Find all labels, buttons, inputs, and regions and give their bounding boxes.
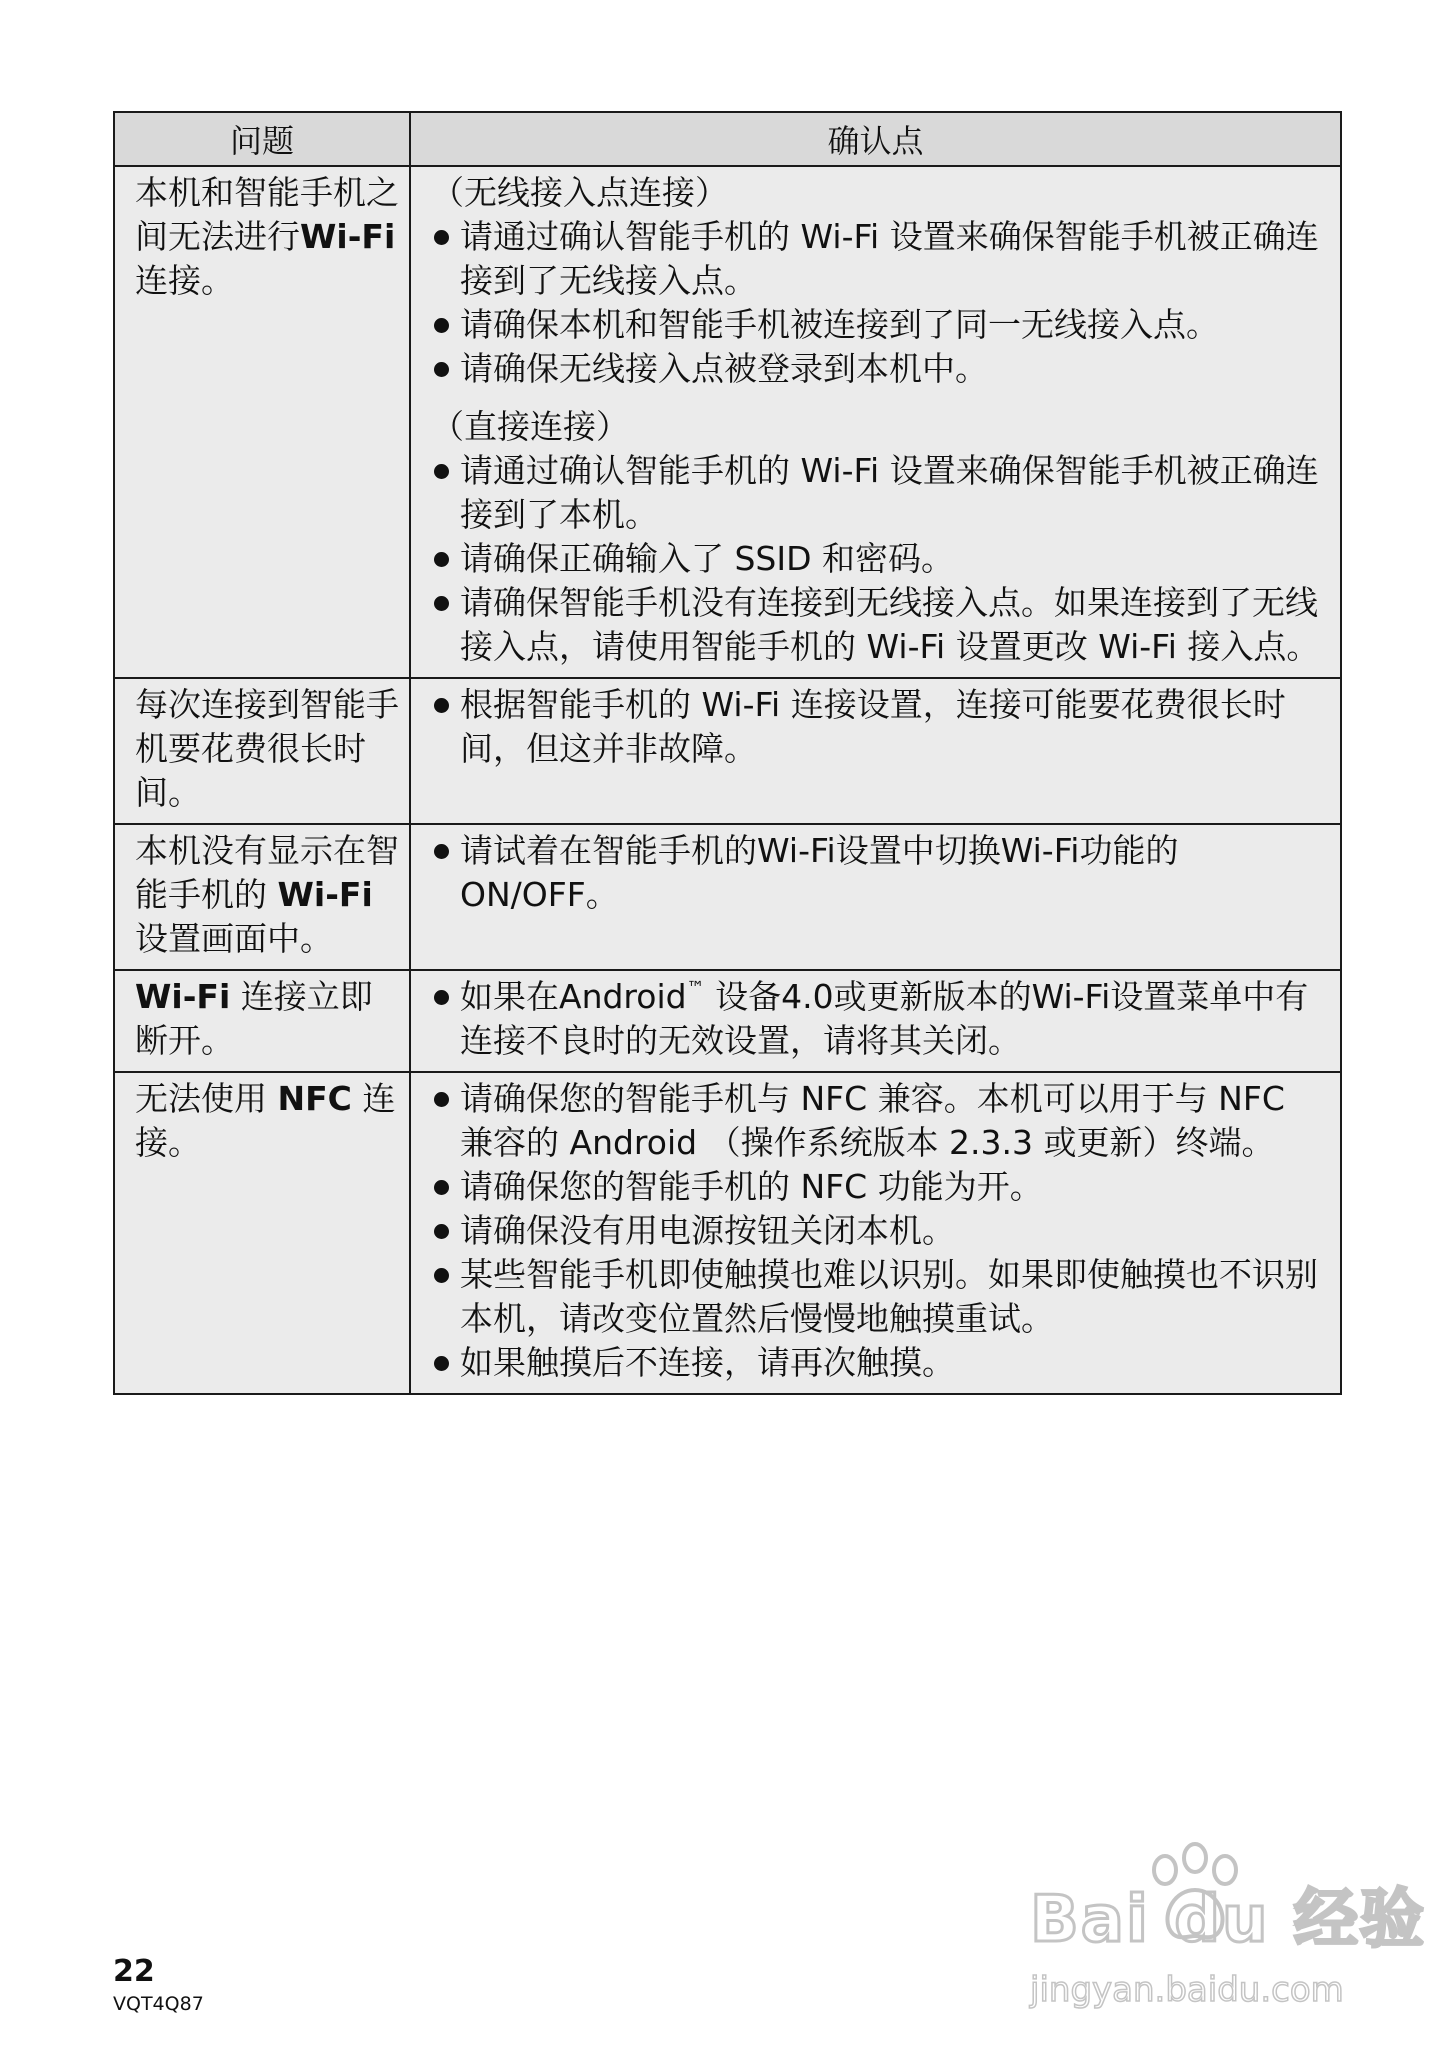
problem-cell xyxy=(114,1072,410,1394)
bold-term: NFC xyxy=(277,1079,352,1118)
watermark-logo-text: Bai du 经验 xyxy=(1030,1883,1426,1957)
table-row xyxy=(114,970,1341,1072)
text-run: 连接。 xyxy=(135,1079,396,1162)
bullet-list xyxy=(431,683,1326,771)
table-row xyxy=(114,1072,1341,1394)
text-run: 请试着在智能手机的Wi-Fi设置中切换Wi-Fi功能的ON/OFF。 xyxy=(460,831,1179,914)
document-code: VQT4Q87 xyxy=(113,1993,204,2015)
check-points-cell xyxy=(410,1072,1341,1394)
text-run: 连接。 xyxy=(135,261,234,300)
bullet-list xyxy=(431,829,1326,917)
check-group xyxy=(431,171,1326,391)
header-check-points: 确认点 xyxy=(410,112,1341,166)
bullet-item xyxy=(431,581,1326,669)
text-run: 请确保您的智能手机的 NFC 功能为开。 xyxy=(460,1167,1043,1206)
bullet-item xyxy=(431,1165,1326,1209)
bullet-item xyxy=(431,683,1326,771)
bullet-list xyxy=(431,449,1326,669)
watermark-url: jingyan.baidu.com xyxy=(1030,1970,1344,2010)
text-run: 每次连接到智能手机要花费很长时间。 xyxy=(135,685,399,812)
text-run: 请确保本机和智能手机被连接到了同一无线接入点。 xyxy=(460,305,1219,344)
table-row xyxy=(114,824,1341,970)
bullet-item xyxy=(431,1341,1326,1385)
check-group xyxy=(431,683,1326,771)
text-run: 请确保没有用电源按钮关闭本机。 xyxy=(460,1211,955,1250)
bold-term: Wi-Fi xyxy=(300,217,396,256)
text-run: 无法使用 xyxy=(135,1079,278,1118)
check-points-cell xyxy=(410,166,1341,678)
text-run: 设置画面中。 xyxy=(135,919,333,958)
check-group xyxy=(431,1077,1326,1385)
table-row xyxy=(114,678,1341,824)
trademark-mark: ™ xyxy=(686,978,705,999)
text-run: 设备4.0或更新版本的Wi-Fi设置菜单中有连接不良时的无效设置，请将其关闭。 xyxy=(460,977,1309,1060)
text-run: 请通过确认智能手机的 Wi-Fi 设置来确保智能手机被正确连接到了无线接入点。 xyxy=(460,217,1319,300)
check-group xyxy=(431,829,1326,917)
bullet-item xyxy=(431,829,1326,917)
table-row xyxy=(114,166,1341,678)
text-run: 请通过确认智能手机的 Wi-Fi 设置来确保智能手机被正确连接到了本机。 xyxy=(460,451,1319,534)
bullet-item xyxy=(431,1253,1326,1341)
text-run: 如果触摸后不连接，请再次触摸。 xyxy=(460,1343,955,1382)
table-header-row xyxy=(114,112,1341,166)
text-run: 连接立即断开。 xyxy=(135,977,373,1060)
problem-cell xyxy=(114,678,410,824)
problem-cell xyxy=(114,166,410,678)
baidu-jingyan-watermark xyxy=(1030,1840,1426,2040)
check-points-cell xyxy=(410,824,1341,970)
problem-cell xyxy=(114,824,410,970)
bullet-list xyxy=(431,975,1326,1063)
bold-term: Wi-Fi xyxy=(135,977,231,1016)
bullet-item xyxy=(431,303,1326,347)
bullet-item xyxy=(431,975,1326,1063)
text-run: 请确保无线接入点被登录到本机中。 xyxy=(460,349,988,388)
group-title: （直接连接） xyxy=(431,407,629,446)
group-title: （无线接入点连接） xyxy=(431,173,728,212)
check-points-cell xyxy=(410,970,1341,1072)
check-points-cell xyxy=(410,678,1341,824)
bullet-item xyxy=(431,215,1326,303)
text-run: 本机没有显示在智能手机的 xyxy=(135,831,399,914)
table-body xyxy=(114,166,1341,1394)
bullet-list xyxy=(431,215,1326,391)
bold-term: Wi-Fi xyxy=(277,875,373,914)
text-run: 某些智能手机即使触摸也难以识别。如果即使触摸也不识别本机，请改变位置然后慢慢地触摸重试。 xyxy=(460,1255,1318,1338)
text-run: 本机和智能手机之间无法进行 xyxy=(135,173,399,256)
bullet-list xyxy=(431,1077,1326,1385)
bullet-item xyxy=(431,347,1326,391)
check-group xyxy=(431,405,1326,669)
troubleshooting-table xyxy=(113,111,1342,1395)
text-run: 请确保正确输入了 SSID 和密码。 xyxy=(460,539,955,578)
bullet-item xyxy=(431,1209,1326,1253)
text-run: 请确保智能手机没有连接到无线接入点。如果连接到了无线接入点，请使用智能手机的 Wi-Fi 设置更改 Wi-Fi 接入点。 xyxy=(460,583,1320,666)
bullet-item xyxy=(431,1077,1326,1165)
problem-cell xyxy=(114,970,410,1072)
text-run: 根据智能手机的 Wi-Fi 连接设置，连接可能要花费很长时间，但这并非故障。 xyxy=(460,685,1286,768)
page-number: 22 xyxy=(113,1954,155,1989)
text-run: 请确保您的智能手机与 NFC 兼容。本机可以用于与 NFC 兼容的 Android （操作系统版本 2.3.3 或更新）终端。 xyxy=(460,1079,1285,1162)
bullet-item xyxy=(431,449,1326,537)
header-problem: 问题 xyxy=(114,112,410,166)
text-run: 如果在Android xyxy=(460,977,687,1016)
bullet-item xyxy=(431,537,1326,581)
check-group xyxy=(431,975,1326,1063)
